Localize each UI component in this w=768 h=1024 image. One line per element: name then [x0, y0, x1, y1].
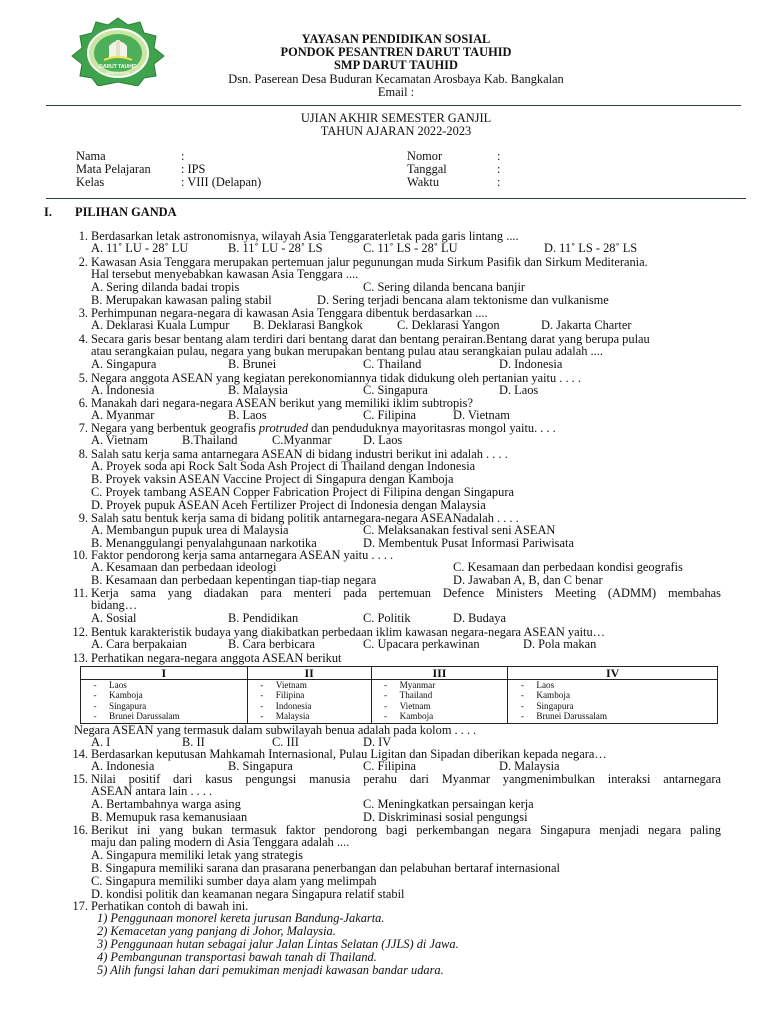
- section-title: PILIHAN GANDA: [75, 205, 177, 219]
- example-item-5: 5) Alih fungsi lahan dari pemukiman menjadi kawasan bandar udara.: [97, 963, 444, 977]
- question-text: Kerja sama yang diadakan para menteri pada pertemuan Defence Ministers Meeting (ADMM) membahas: [91, 586, 721, 600]
- question-text: Perhatikan negara-negara anggota ASEAN berikut: [91, 651, 342, 665]
- question-number: 7.: [78, 421, 88, 435]
- country-item: Filipina: [275, 690, 305, 701]
- identity-label-name: Nama: [76, 149, 106, 163]
- question-13-stem: Negara ASEAN yang termasuk dalam subwilayah benua adalah pada kolom . . . .: [74, 723, 477, 737]
- option-c[interactable]: C. Politik: [363, 611, 411, 625]
- country-item: Malaysia: [275, 711, 310, 722]
- question-number: 9.: [78, 511, 88, 525]
- country-item: Singapura: [536, 700, 574, 711]
- question-number: 16.: [72, 823, 88, 837]
- question-number: 8.: [78, 447, 88, 461]
- option-b[interactable]: B. Malaysia: [228, 383, 288, 397]
- option-a[interactable]: A. Sering dilanda badai tropis: [91, 280, 240, 294]
- option-b[interactable]: B. Deklarasi Bangkok: [253, 318, 363, 332]
- option-c[interactable]: C. Deklarasi Yangon: [397, 318, 500, 332]
- option-d[interactable]: D. Indonesia: [499, 357, 563, 371]
- question-number: 10.: [72, 548, 88, 562]
- identity-divider: [46, 198, 746, 199]
- identity-value-class: : VIII (Delapan): [181, 175, 262, 189]
- country-item: Kamboja: [109, 690, 143, 701]
- option-d[interactable]: D. Diskriminasi sosial pengungsi: [363, 810, 528, 824]
- question-text: Salah satu bentuk kerja sama di bidang politik antarnegara-negara ASEANadalah . . . .: [91, 511, 519, 525]
- question-text: Negara anggota ASEAN yang kegiatan perekonomiannya tidak didukung oleh pertanian yaitu . . . .: [91, 371, 581, 385]
- option-c[interactable]: C. Singapura memiliki sumber daya alam yang melimpah: [91, 874, 377, 888]
- question-text: Perhimpunan negara-negara di kawasan Asia Tenggara dibentuk berdasarkan ....: [91, 306, 488, 320]
- option-d[interactable]: D. 11˚ LS - 28˚ LS: [544, 241, 638, 255]
- table-header: I: [81, 667, 248, 680]
- identity-value-time: :: [497, 175, 501, 189]
- option-d[interactable]: D. Vietnam: [453, 408, 510, 422]
- question-number: 11.: [72, 586, 88, 600]
- question-text-part: dan penduduknya mayoritasras mongol yaitu. . . .: [308, 421, 556, 435]
- foundation-name: YAYASAN PENDIDIKAN SOSIAL: [301, 32, 491, 46]
- option-a[interactable]: A. Proyek soda api Rock Salt Soda Ash Project di Thailand dengan Indonesia: [91, 459, 476, 473]
- option-a[interactable]: A. I: [91, 735, 111, 749]
- option-c[interactable]: C. Singapura: [363, 383, 428, 397]
- option-c[interactable]: C. Proyek tambang ASEAN Copper Fabrication Project di Filipina dengan Singapura: [91, 485, 514, 499]
- table-cell-col-1: - Laos - Kamboja - Singapura - Brunei Darussalam: [81, 680, 248, 724]
- option-a[interactable]: A. Singapura memiliki letak yang strategis: [91, 848, 303, 862]
- table-cell-col-4: - Laos - Kamboja - Singapura - Brunei Darussalam: [508, 680, 718, 724]
- option-d[interactable]: D. Laos: [363, 433, 403, 447]
- question-number: 15.: [72, 772, 88, 786]
- option-c[interactable]: C. Filipina: [363, 759, 417, 773]
- option-a[interactable]: A. 11˚ LU - 28˚ LU: [91, 241, 189, 255]
- identity-value-name: :: [181, 149, 185, 163]
- option-b[interactable]: B. 11˚ LU - 28˚ LS: [228, 241, 323, 255]
- question-text: Berdasarkan letak astronomisnya, wilayah Asia Tenggaraterletak pada garis lintang ....: [91, 229, 519, 243]
- country-item: Brunei Darussalam: [536, 711, 608, 722]
- question-text: Nilai positif dari kasus pengungsi manusia perahu dari Myanmar yangmenimbulkan interaksi antarnegara: [91, 772, 721, 786]
- option-d[interactable]: D. Jawaban A, B, dan C benar: [453, 573, 603, 587]
- question-text-cont: maju dan paling modern di Asia Tenggara adalah ....: [91, 835, 350, 849]
- question-number: 6.: [78, 396, 88, 410]
- country-item: Singapura: [109, 700, 147, 711]
- country-item: Kamboja: [536, 690, 571, 701]
- question-number: 17.: [72, 899, 88, 913]
- option-d[interactable]: D. Proyek pupuk ASEAN Aceh Fertilizer Project di Indonesia dengan Malaysia: [91, 498, 486, 512]
- question-text: Secara garis besar bentang alam terdiri dari bentang darat dan bentang perairan.Bentang darat yang berupa pulau: [91, 332, 650, 346]
- option-a[interactable]: A. Indonesia: [91, 383, 155, 397]
- table-row: [81, 680, 718, 724]
- option-d[interactable]: D. Laos: [499, 383, 539, 397]
- option-c[interactable]: C. Meningkatkan persaingan kerja: [363, 797, 534, 811]
- country-item: Laos: [536, 680, 555, 690]
- option-b[interactable]: B. II: [182, 735, 205, 749]
- school-address: Dsn. Paserean Desa Buduran Kecamatan Arosbaya Kab. Bangkalan: [228, 72, 564, 86]
- question-text: Manakah dari negara-negara ASEAN berikut yang memiliki iklim subtropis?: [91, 396, 473, 410]
- question-text-part: Negara yang berbentuk geografis: [91, 421, 259, 435]
- section-number: I.: [44, 205, 52, 219]
- identity-value-date: :: [497, 162, 501, 176]
- identity-label-class: Kelas: [76, 175, 105, 189]
- question-text: Bentuk karakteristik budaya yang diakibatkan perbedaan iklim kawasan negara-negara ASEAN yaitu…: [91, 625, 606, 639]
- logo-text: DARUT TAUHID: [99, 64, 137, 70]
- exam-year: TAHUN AJARAN 2022-2023: [320, 124, 472, 138]
- option-b[interactable]: B. Pendidikan: [228, 611, 299, 625]
- option-a[interactable]: A. Kesamaan dan perbedaan ideologi: [91, 560, 277, 574]
- identity-label-date: Tanggal: [407, 162, 447, 176]
- question-text-cont: Hal tersebut menyebabkan kawasan Asia Tenggara ....: [91, 267, 359, 281]
- option-a[interactable]: A. Singapura: [91, 357, 157, 371]
- option-a[interactable]: A. Sosial: [91, 611, 137, 625]
- country-item: Kamboja: [399, 711, 434, 722]
- question-text-cont: ASEAN antara lain . . . .: [91, 784, 213, 798]
- option-c[interactable]: C. III: [272, 735, 299, 749]
- option-d[interactable]: D. IV: [363, 735, 392, 749]
- option-b[interactable]: B. Memupuk rasa kemanusiaan: [91, 810, 248, 824]
- option-b[interactable]: B. Laos: [228, 408, 267, 422]
- question-number: 14.: [72, 747, 88, 761]
- option-b[interactable]: B. Brunei: [228, 357, 277, 371]
- question-number: 13.: [72, 651, 88, 665]
- logo-subtext: BANGKALAN: [107, 71, 129, 75]
- identity-label-subject: Mata Pelajaran: [76, 162, 151, 176]
- letterhead-divider: [46, 105, 741, 106]
- question-number: 4.: [78, 332, 88, 346]
- option-c[interactable]: C. Kesamaan dan perbedaan kondisi geografis: [453, 560, 683, 574]
- question-text: Faktor pendorong kerja sama antarnegara ASEAN yaitu . . . .: [91, 548, 394, 562]
- question-number: 2.: [78, 255, 88, 269]
- example-item-2: 2) Kemacetan yang panjang di Johor, Malaysia.: [97, 924, 336, 938]
- identity-value-subject: : IPS: [181, 162, 206, 176]
- option-c[interactable]: C.Myanmar: [272, 433, 332, 447]
- question-number: 1.: [78, 229, 88, 243]
- option-a[interactable]: A. Vietnam: [91, 433, 148, 447]
- country-item: Thailand: [399, 690, 433, 701]
- question-text-cont: atau serangkaian pulau, negara yang bukan merupakan bentang pulau atau serangkaian pulau adalah ....: [91, 344, 603, 358]
- option-d[interactable]: D. Sering terjadi bencana alam tektonisme dan vulkanisme: [317, 293, 609, 307]
- option-d[interactable]: D. Budaya: [453, 611, 506, 625]
- country-item: Indonesia: [275, 700, 312, 711]
- question-number: 5.: [78, 371, 88, 385]
- question-number: 3.: [78, 306, 88, 320]
- option-c[interactable]: C. Upacara perkawinan: [363, 637, 480, 651]
- table-cell-col-3: - Myanmar - Thailand - Vietnam - Kamboja: [371, 680, 508, 724]
- option-c[interactable]: C. Melaksanakan festival seni ASEAN: [363, 523, 556, 537]
- option-b[interactable]: B. Proyek vaksin ASEAN Vaccine Project di Singapura dengan Kamboja: [91, 472, 454, 486]
- option-a[interactable]: A. Deklarasi Kuala Lumpur: [91, 318, 230, 332]
- option-b[interactable]: B. Singapura memiliki sarana dan prasarana penerbangan dan pelabuhan bertaraf internasional: [91, 861, 560, 875]
- example-item-3: 3) Penggunaan hutan sebagai jalur Jalan Lintas Selatan (JJLS) di Jawa.: [97, 937, 459, 951]
- option-d[interactable]: D. Malaysia: [499, 759, 560, 773]
- option-b[interactable]: B.Thailand: [182, 433, 238, 447]
- option-a[interactable]: A. Indonesia: [91, 759, 155, 773]
- table-header: III: [371, 667, 508, 680]
- option-c[interactable]: C. 11˚ LS - 28˚ LU: [363, 241, 458, 255]
- exam-title: UJIAN AKHIR SEMESTER GANJIL: [300, 111, 492, 125]
- option-b[interactable]: B. Cara berbicara: [228, 637, 316, 651]
- example-item-1: 1) Penggunaan monorel kereta jurusan Bandung-Jakarta.: [97, 911, 385, 925]
- identity-label-number: Nomor: [407, 149, 443, 163]
- question-number: 12.: [72, 625, 88, 639]
- question-text-cont: bidang…: [91, 598, 138, 612]
- question-text-italic: protruded: [258, 421, 309, 435]
- table-header-row: [81, 667, 718, 680]
- question-text: Salah satu kerja sama antarnegara ASEAN di bidang industri berikut ini adalah . . . .: [91, 447, 508, 461]
- option-d[interactable]: D. Pola makan: [523, 637, 597, 651]
- country-item: Brunei Darussalam: [109, 711, 180, 722]
- identity-value-number: :: [497, 149, 501, 163]
- school-email: Email :: [377, 85, 415, 99]
- country-item: Laos: [109, 680, 127, 690]
- option-a[interactable]: A. Myanmar: [91, 408, 155, 422]
- example-item-4: 4) Pembangunan transportasi bawah tanah di Thailand.: [97, 950, 377, 964]
- option-d[interactable]: D. Jakarta Charter: [541, 318, 632, 332]
- country-item: Myanmar: [399, 680, 436, 690]
- country-item: Vietnam: [275, 680, 307, 690]
- table-cell-col-2: - Vietnam - Filipina - Indonesia - Malaysia: [247, 680, 371, 724]
- question-text: Perhatikan contoh di bawah ini.: [91, 899, 249, 913]
- option-c[interactable]: C. Sering dilanda bencana banjir: [363, 280, 526, 294]
- option-b[interactable]: B. Menanggulangi penyalahgunaan narkotika: [91, 536, 317, 550]
- asean-countries-table: [80, 666, 718, 724]
- identity-label-time: Waktu: [407, 175, 440, 189]
- table-header: IV: [508, 667, 718, 680]
- option-d[interactable]: D. Membentuk Pusat Informasi Pariwisata: [363, 536, 574, 550]
- question-text: Kawasan Asia Tenggara merupakan pertemuan jalur pegunungan muda Sirkum Pasifik dan Sirkum Mediterania.: [91, 255, 648, 269]
- school-name: SMP DARUT TAUHID: [334, 58, 458, 72]
- boarding-school-name: PONDOK PESANTREN DARUT TAUHID: [280, 45, 512, 59]
- option-a[interactable]: A. Membangun pupuk urea di Malaysia: [91, 523, 289, 537]
- option-a[interactable]: A. Cara berpakaian: [91, 637, 187, 651]
- option-c[interactable]: C. Filipina: [363, 408, 417, 422]
- option-b[interactable]: B. Merupakan kawasan paling stabil: [91, 293, 272, 307]
- option-c[interactable]: C. Thailand: [363, 357, 422, 371]
- option-b[interactable]: B. Kesamaan dan perbedaan kepentingan tiap-tiap negara: [91, 573, 377, 587]
- country-item: Vietnam: [399, 700, 431, 711]
- table-header: II: [247, 667, 371, 680]
- question-text: Berdasarkan keputusan Mahkamah Internasional, Pulau Ligitan dan Sipadan diberikan kepada negara…: [91, 747, 607, 761]
- question-text: Berikut ini yang bukan termasuk faktor pendorong bagi perkembangan negara Singapura menjadi negara paling: [91, 823, 721, 837]
- option-d[interactable]: D. kondisi politik dan keamanan negara Singapura relatif stabil: [91, 887, 405, 901]
- option-b[interactable]: B. Singapura: [228, 759, 293, 773]
- option-a[interactable]: A. Bertambahnya warga asing: [91, 797, 241, 811]
